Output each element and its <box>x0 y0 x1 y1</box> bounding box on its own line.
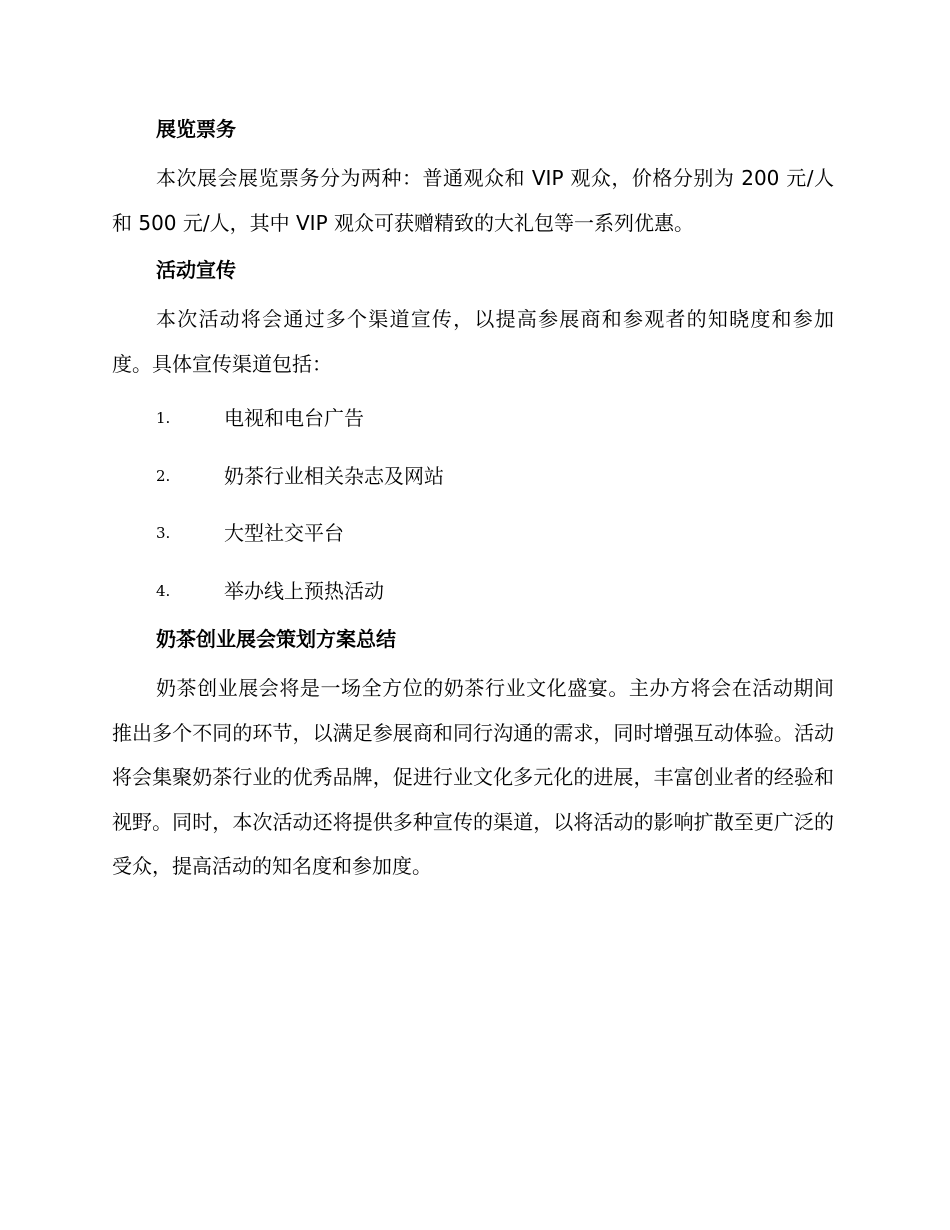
list-item-text: 奶茶行业相关杂志及网站 <box>224 463 444 488</box>
promotion-channel-list <box>112 390 834 620</box>
section-paragraph-tickets: 本次展会展览票务分为两种：普通观众和 VIP 观众，价格分别为 200 元/人和 500 元/人，其中 VIP 观众可获赠精致的大礼包等一系列优惠。 <box>112 166 834 235</box>
section-paragraph-summary: 奶茶创业展会将是一场全方位的奶茶行业文化盛宴。主办方将会在活动期间推出多个不同的环节，以满足参展商和同行沟通的需求，同时增强互动体验。活动将会集聚奶茶行业的优秀品牌，促进行业文化多元化的进展，丰富创业者的经验和视野。同时，本次活动还将提供多种宣传的渠道，以将活动的影响扩散至更广泛的受众，提高活动的知名度和参加度。 <box>112 676 834 878</box>
list-item-text: 电视和电台广告 <box>224 406 364 430</box>
list-item <box>112 390 834 448</box>
section-heading-tickets: 展览票务 <box>156 117 236 141</box>
document-content <box>112 110 834 889</box>
list-item-number: 1. <box>156 409 171 427</box>
list-item <box>112 563 834 621</box>
list-item-text: 大型社交平台 <box>224 521 344 545</box>
list-item <box>112 448 834 506</box>
section-heading-promotion: 活动宣传 <box>156 258 236 282</box>
section-paragraph-promotion: 本次活动将会通过多个渠道宣传，以提高参展商和参观者的知晓度和参加度。具体宣传渠道包括： <box>112 307 834 376</box>
list-item-number: 4. <box>156 581 171 600</box>
list-item <box>112 505 834 563</box>
list-item-number: 2. <box>156 466 171 485</box>
section-heading-summary: 奶茶创业展会策划方案总结 <box>156 627 396 651</box>
list-item-number: 3. <box>156 524 171 542</box>
list-item-text: 举办线上预热活动 <box>224 578 384 603</box>
